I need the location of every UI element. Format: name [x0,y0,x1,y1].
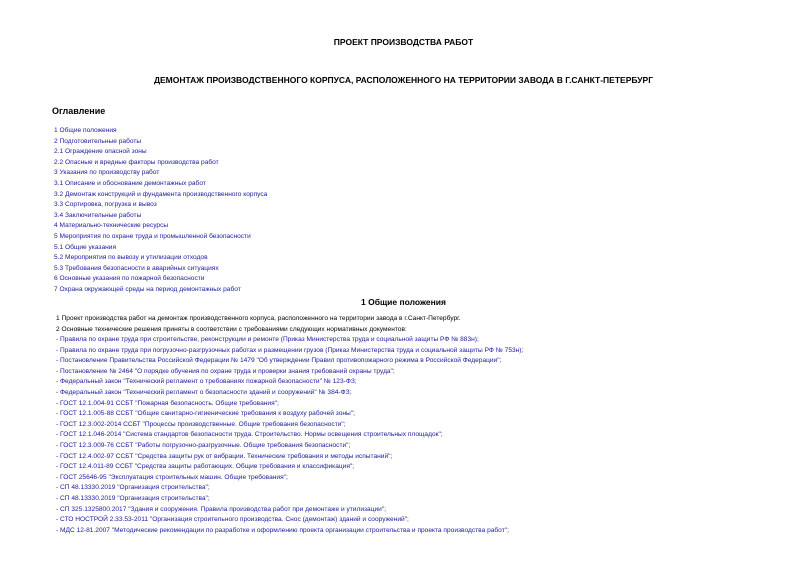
toc-item[interactable] [54,232,267,243]
reference-link[interactable]: - Постановление Правительства Российской Федерации № 1479 "Об утверждении Правил противопожарного режима в Российской Федерации"; [56,357,502,365]
reference-link[interactable]: - МДС 12-81.2007 "Методические рекомендации по разработке и оформлению проекта организации строительства и проекта производства работ"; [56,526,509,534]
toc-link[interactable]: 3 Указания по производству работ [54,169,160,177]
toc-item[interactable] [54,221,267,232]
reference-item[interactable] [56,346,523,357]
toc-link[interactable]: 3.1 Описание и обоснование демонтажных работ [54,179,206,187]
reference-link[interactable]: - Постановление № 2464 "О порядке обучения по охране труда и проверки знания требований охраны труда"; [56,367,395,375]
toc-item[interactable] [54,168,267,179]
toc-item[interactable] [54,243,267,254]
toc-link[interactable]: 2.2 Опасные и вредные факторы производства работ [54,158,219,166]
toc-link[interactable]: 3.3 Сортировка, погрузка и вывоз [54,201,157,209]
reference-item[interactable] [56,420,523,431]
reference-item[interactable] [56,452,523,463]
toc-link[interactable]: 3.4 Заключительные работы [54,211,142,219]
reference-link[interactable]: - ГОСТ 12.1.046-2014 "Система стандартов безопасности труда. Строительство. Нормы освещения строительных площадок"; [56,431,443,439]
reference-link[interactable]: - Федеральный закон "Технический регламент о требованиях пожарной безопасности" № 123-ФЗ; [56,378,357,386]
reference-item[interactable] [56,473,523,484]
reference-item[interactable] [56,367,523,378]
toc-link[interactable]: 3.2 Демонтаж конструкций и фундамента производственного корпуса [54,190,268,198]
reference-link[interactable]: - ГОСТ 12.3.002-2014 ССБТ "Процессы производственные. Общие требования безопасности"; [56,420,346,428]
toc-item[interactable] [54,190,267,201]
reference-link[interactable]: - ГОСТ 12.1.004-91 ССБТ "Пожарная безопасность. Общие требования"; [56,399,279,407]
toc-link[interactable]: 6 Основные указания по пожарной безопасности [54,275,205,283]
document-subtitle: ДЕМОНТАЖ ПРОИЗВОДСТВЕННОГО КОРПУСА, РАСПОЛОЖЕННОГО НА ТЕРРИТОРИИ ЗАВОДА В Г.САНКТ-ПЕТЕРБУРГ [153,75,654,85]
reference-item[interactable] [56,494,523,505]
toc-link[interactable]: 7 Охрана окружающей среды на период демонтажных работ [54,285,241,293]
toc-link[interactable]: 4 Материально-технические ресурсы [54,222,169,230]
reference-item[interactable] [56,483,523,494]
toc-link[interactable]: 2 Подготовительные работы [54,137,142,145]
toc-link[interactable]: 1 Общие положения [54,127,117,134]
reference-item[interactable] [56,462,523,473]
reference-item[interactable] [56,526,523,537]
reference-link[interactable]: - СТО НОСТРОЙ 2.33.53-2011 "Организация строительного производства. Снос (демонтаж) зданий и сооружений"; [56,516,409,524]
reference-link[interactable]: - ГОСТ 12.1.005-88 ССБТ "Общие санитарно-гигиенические требования к воздуху рабочей зоны"; [56,410,355,418]
toc-item[interactable] [54,274,267,285]
paragraph: 2 Основные технические решения приняты в соответствии с требованиями следующих нормативных документов: [56,325,407,333]
toc-item[interactable] [54,126,267,137]
toc-link[interactable]: 5.3 Требования безопасности в аварийных ситуациях [54,264,219,272]
reference-link[interactable]: - Правила по охране труда при строительстве, реконструкции и ремонте (Приказ Министерства труда и социальной защиты РФ № 883н); [56,336,479,343]
reference-link[interactable]: - СП 48.13330.2019 "Организация строительства"; [56,494,210,502]
reference-item[interactable] [56,377,523,388]
toc-item[interactable] [54,147,267,158]
toc-item[interactable] [54,200,267,211]
toc-link[interactable]: 5 Мероприятия по охране труда и промышленной безопасности [54,232,251,240]
reference-link[interactable]: - ГОСТ 25646-95 "Эксплуатация строительных машин. Общие требования"; [56,473,288,481]
section-intro [56,314,461,335]
reference-link[interactable]: - Федеральный закон "Технический регламент о безопасности зданий и сооружений" № 384-ФЗ; [56,388,352,396]
reference-link[interactable]: - СП 325.1325800.2017 "Здания и сооружения. Правила производства работ при демонтаже и утилизации"; [56,505,387,513]
reference-item[interactable] [56,409,523,420]
reference-item[interactable] [56,441,523,452]
toc-item[interactable] [54,179,267,190]
reference-item[interactable] [56,335,523,346]
toc-item[interactable] [54,285,267,296]
reference-item[interactable] [56,505,523,516]
reference-item[interactable] [56,515,523,526]
reference-item[interactable] [56,399,523,410]
reference-link[interactable]: - СП 48.13330.2019 "Организация строительства"; [56,484,210,492]
toc-item[interactable] [54,211,267,222]
document-title: ПРОЕКТ ПРОИЗВОДСТВА РАБОТ [333,37,474,47]
toc-heading: Оглавление [52,106,106,116]
reference-item[interactable] [56,388,523,399]
reference-item[interactable] [56,356,523,367]
paragraph: 1 Проект производства работ на демонтаж производственного корпуса, расположенного на территории завода в г.Санкт-Петербург. [56,315,461,322]
reference-link[interactable]: - ГОСТ 12.3.009-76 ССБТ "Работы погрузочно-разгрузочные. Общие требования безопасности"; [56,441,351,449]
toc-item[interactable] [54,253,267,264]
toc-link[interactable]: 5.2 Мероприятия по вывозу и утилизации отходов [54,254,208,262]
toc-item[interactable] [54,137,267,148]
reference-link[interactable]: - Правила по охране труда при погрузочно-разгрузочных работах и размещении грузов (Приказ Министерства труда и социальной защиты РФ № 753н); [56,346,524,354]
reference-list [56,335,523,536]
toc-item[interactable] [54,264,267,275]
reference-item[interactable] [56,430,523,441]
toc-link[interactable]: 5.1 Общие указания [54,243,117,251]
toc-item[interactable] [54,158,267,169]
reference-link[interactable]: - ГОСТ 12.4.011-89 ССБТ "Средства защиты работающих. Общие требования и классификация"; [56,463,355,471]
section-heading: 1 Общие положения [361,297,446,307]
reference-link[interactable]: - ГОСТ 12.4.002-97 ССБТ "Средства защиты рук от вибрации. Технические требования и методы испытаний"; [56,452,393,460]
toc-link[interactable]: 2.1 Ограждение опасной зоны [54,148,147,156]
table-of-contents [54,126,267,296]
